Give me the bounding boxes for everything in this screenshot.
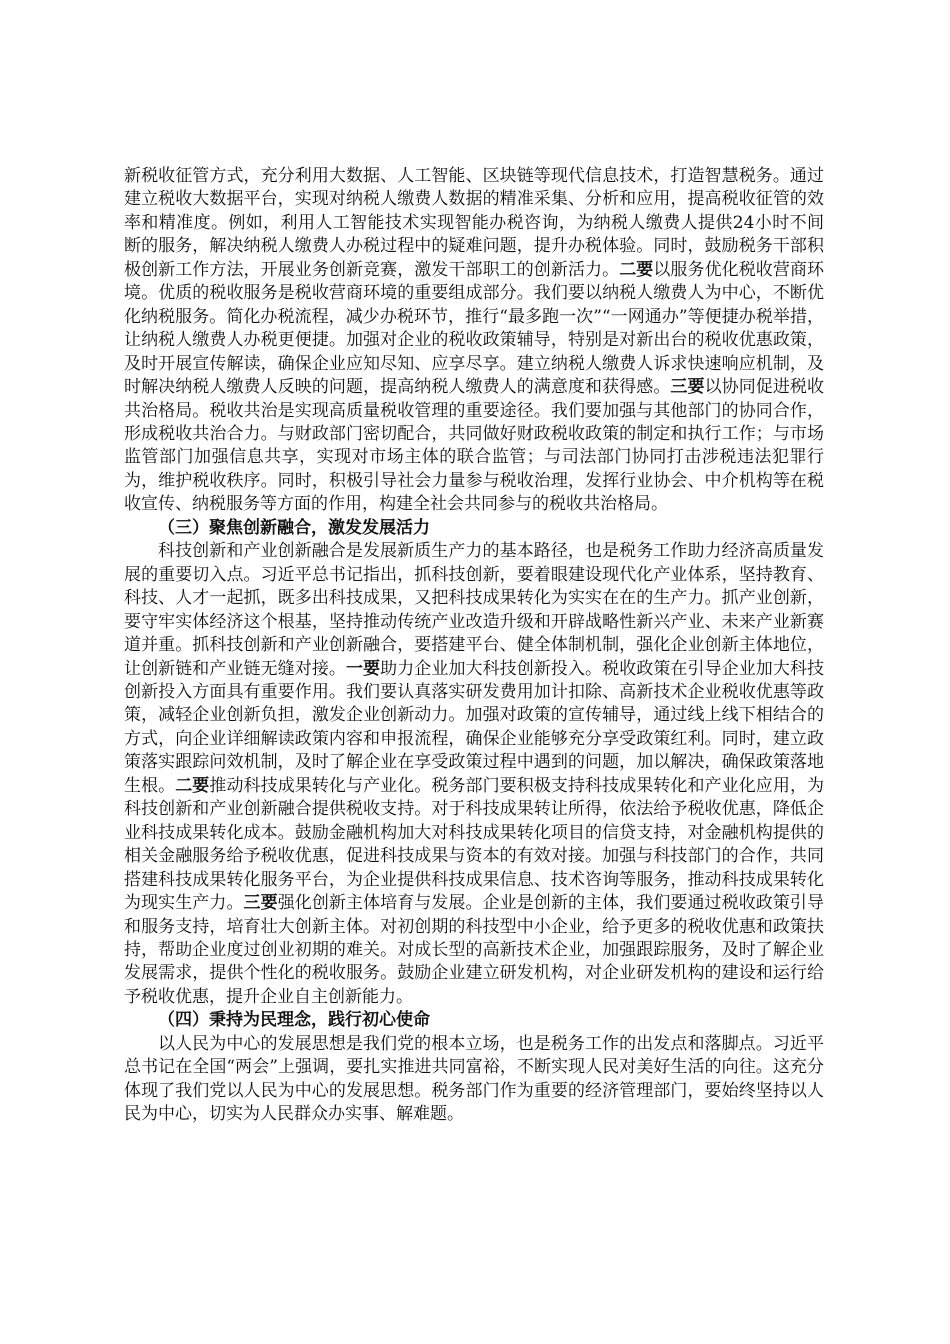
paragraph-text: 以人民为中心的发展思想是我们党的根本立场，也是税务工作的出发点和落脚点。习近平总书记在全国“两会”上强调，要扎实推进共同富裕，不断实现人民对美好生活的向往。这充分体现了我们党以人民为中心的发展思想。税务部门作为重要的经济管理部门，要始终坚持以人民为中心，切实为人民群众办实事、解难题。	[124, 1033, 824, 1125]
emphasis-third-point: 三要	[670, 377, 705, 398]
paragraph-text: 科技创新和产业创新融合是发展新质生产力的基本路径，也是税务工作助力经济高质量发展的重要切入点。习近平总书记指出，抓科技创新，要着眼建设现代化产业体系，坚持教育、科技、人才一起抓，既多出科技成果，又把科技成果转化为实实在在的生产力。抓产业创新，要守牢实体经济这个根基，坚持推动传统产业改造升级和开辟战略性新兴产业、未来产业新赛道并重。抓科技创新和产业创新融合，要搭建平台、健全体制机制，强化企业创新主体地位，让创新链和产业链无缝对接。	[124, 541, 824, 679]
paragraph-tax-collection-innovation	[124, 165, 824, 517]
paragraph-innovation-integration	[124, 540, 824, 1009]
paragraph-text: 助力企业加大科技创新投入。税收政策在引导企业加大科技创新投入方面具有重要作用。我们要认真落实研发费用加计扣除、高新技术企业税收优惠等政策，减轻企业创新负担，激发企业创新动力。加强对政策的宣传辅导，通过线上线下相结合的方式，向企业详细解读政策内容和申报流程，确保企业能够充分享受政策红利。同时，建立政策落实跟踪问效机制，及时了解企业在享受政策过程中遇到的问题，加以解决，确保政策落地生根。	[124, 658, 825, 796]
emphasis-third-point: 三要	[243, 893, 278, 914]
paragraph-text: 强化创新主体培育与发展。企业是创新的主体，我们要通过税收政策引导和服务支持，培育壮大创新主体。对初创期的科技型中小企业，给予更多的税收优惠和政策扶持，帮助企业度过创业初期的难关。对成长型的高新技术企业，加强跟踪服务，及时了解企业发展需求，提供个性化的税收服务。鼓励企业建立研发机构，对企业研发机构的建设和运行给予税收优惠，提升企业自主创新能力。	[124, 893, 825, 1007]
emphasis-second-point: 二要	[175, 775, 210, 796]
section-heading-innovation-integration: （三）聚焦创新融合，激发发展活力	[158, 517, 430, 538]
paragraph-text: 以服务优化税收营商环境。优质的税收服务是税收营商环境的重要组成部分。我们要以纳税人缴费人为中心，不断优化纳税服务。简化办税流程，减少办税环节，推行“最多跑一次”“一网通办”等便捷办税举措，让纳税人缴费人办税更便捷。加强对企业的税收政策辅导，特别是对新出台的税收优惠政策，及时开展宣传解读，确保企业应知尽知、应享尽享。建立纳税人缴费人诉求快速响应机制，及时解决纳税人缴费人反映的问题，提高纳税人缴费人的满意度和获得感。	[124, 259, 825, 398]
paragraph-people-centered	[124, 1033, 824, 1127]
paragraph-text: 推动科技成果转化与产业化。税务部门要积极支持科技成果转化和产业化应用，为科技创新和产业创新融合提供税收支持。对于科技成果转让所得，依法给予税收优惠，降低企业科技成果转化成本。鼓励金融机构加大对科技成果转化项目的信贷支持，对金融机构提供的相关金融服务给予税收优惠，促进科技成果与资本的有效对接。加强与科技部门的合作，共同搭建科技成果转化服务平台，为企业提供科技成果信息、技术咨询等服务，推动科技成果转化为现实生产力。	[124, 775, 825, 914]
emphasis-first-point: 一要	[345, 658, 381, 679]
section-heading-people-centered: （四）秉持为民理念，践行初心使命	[158, 1010, 430, 1031]
paragraph-text: 新税收征管方式，充分利用大数据、人工智能、区块链等现代信息技术，打造智慧税务。通过建立税收大数据平台，实现对纳税人缴费人数据的精准采集、分析和应用，提高税收征管的效率和精准度。例如，利用人工智能技术实现智能办税咨询，为纳税人缴费人提供24小时不间断的服务，解决纳税人缴费人办税过程中的疑难问题，提升办税体验。同时，鼓励税务干部积极创新工作方法，开展业务创新竞赛，激发干部职工的创新活力。	[124, 166, 824, 280]
document-page	[124, 165, 824, 1127]
paragraph-text: 以协同促进税收共治格局。税收共治是实现高质量税收管理的重要途径。我们要加强与其他部门的协同合作，形成税收共治合力。与财政部门密切配合，共同做好财政税收政策的制定和执行工作；与市场监管部门加强信息共享，实现对市场主体的联合监管；与司法部门协同打击涉税违法犯罪行为，维护税收秩序。同时，积极引导社会力量参与税收治理，发挥行业协会、中介机构等在税收宣传、纳税服务等方面的作用，构建全社会共同参与的税收共治格局。	[124, 377, 825, 515]
emphasis-second-point: 二要	[619, 259, 654, 280]
